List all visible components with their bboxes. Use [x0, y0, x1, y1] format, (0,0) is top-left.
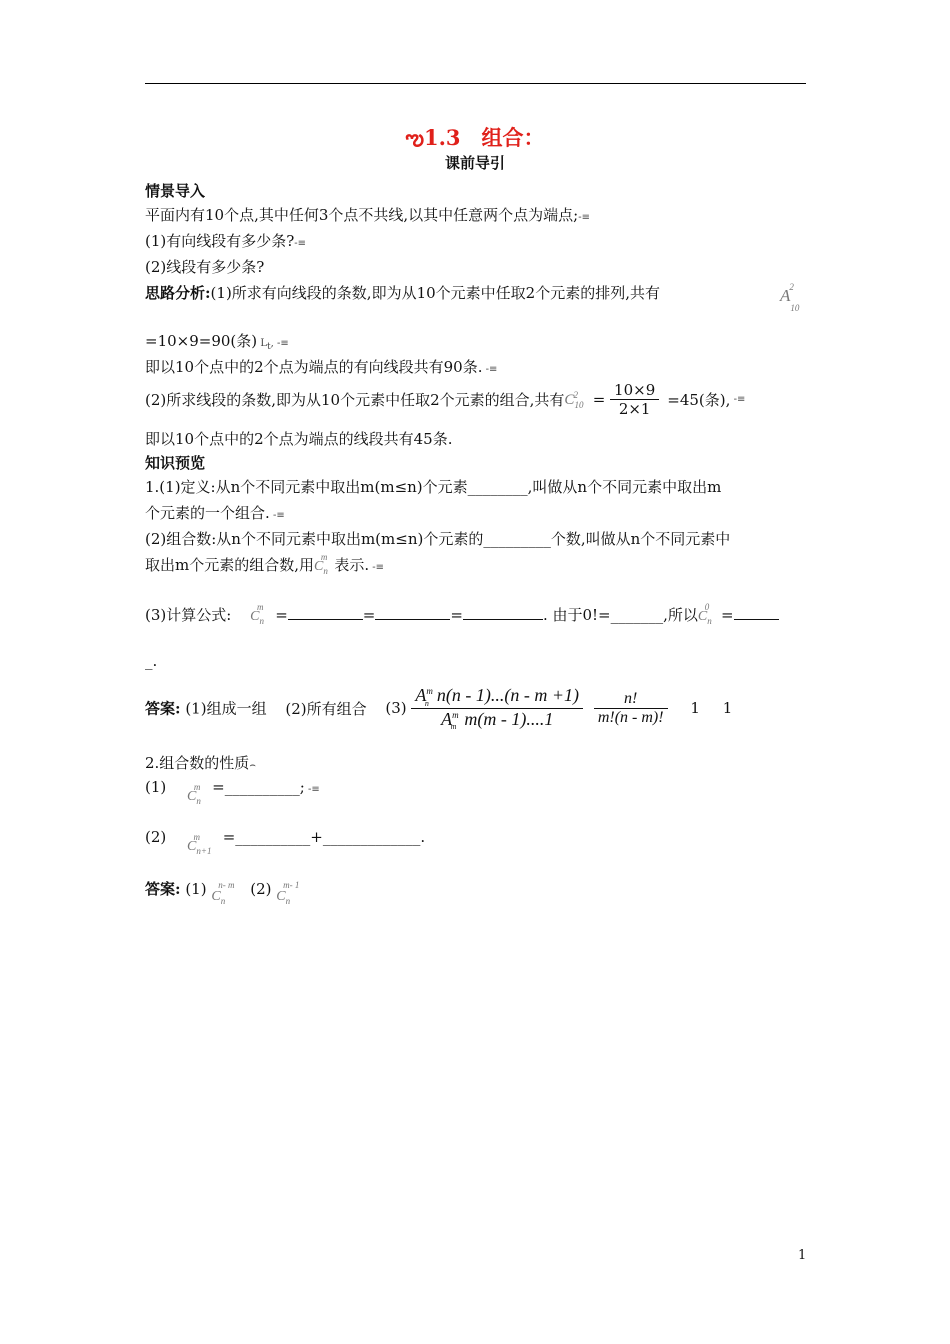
preview-item3-end: _.	[145, 652, 158, 670]
property-1: (1) $C_n^m$ =__________; -≡	[145, 778, 320, 806]
page-subtitle: 课前导引	[444, 154, 505, 172]
a-10-2-symbol: $A_{10}^2$	[780, 282, 800, 314]
analysis-fraction: $\frac{10\times 9}{2\times 1}$	[610, 381, 659, 418]
preview-item1-line1: 1.(1)定义:从n个不同元素中取出m(m≤n)个元素________,叫做从n个不同元素中取出m	[145, 478, 722, 496]
dragon-logo-icon: ఌ	[405, 125, 424, 150]
preview-item1-line2: 个元素的一个组合. -≡	[145, 504, 285, 522]
analysis-p2-conclusion: 即以10个点中的2个点为端点的线段共有45条.	[145, 430, 453, 448]
answer1-fraction1: $\frac{A^m_n n(n - 1)...(n - m +1)}{A^m_m m(m - 1)....1}$	[411, 685, 583, 731]
answer1-fraction2: $\frac{n!}{m!(n - m)!}$	[594, 690, 668, 727]
analysis-p1-conclusion: 即以10个点中的2个点为端点的有向线段共有90条. -≡	[145, 358, 498, 376]
analysis-p1-result: =10×9=90(条) $L_t$, -≡	[145, 332, 289, 352]
page-number: 1	[798, 1248, 807, 1263]
properties-heading: 2.组合数的性质⌢	[145, 754, 256, 772]
analysis-p1: 思路分析:(1)所求有向线段的条数,即为从10个元素中任取2个元素的排列,共有	[145, 284, 660, 302]
analysis-p2: (2)所求线段的条数,即为从10个元素中任取2个元素的组合,共有$C_{10}^2$ = $\frac{10\times 9}{2\times 1}$ =45(条), -≡	[145, 381, 746, 418]
preview-item2-line2: 取出m个元素的组合数,用$C_n^m$ 表示. -≡	[145, 552, 385, 576]
preview-item3: (3)计算公式: $C_n^m$ = = = . 由于0!=_______,所以$C_n^0$ =	[145, 604, 779, 626]
preview-item2-line1: (2)组合数:从n个不同元素中取出m(m≤n)个元素的_________个数,叫做从n个不同元素中	[145, 530, 731, 548]
answer1-row: 答案: (1)组成一组 (2)所有组合 (3) $\frac{A^m_n n(n - 1)...(n - m +1)}{A^m_m m(m - 1)....1}$ $\frac{n!}{m!(n - m)!}$ 1 1	[145, 685, 733, 732]
property-2: (2) $C_{n+1}^m$ =__________+_____________.	[145, 828, 426, 856]
intro-q2: (2)线段有多少条?	[145, 258, 265, 276]
preview-heading: 知识预览	[145, 454, 206, 472]
intro-q1: (1)有向线段有多少条?-≡	[145, 232, 307, 250]
intro-heading: 情景导入	[145, 182, 206, 200]
page-title: ఌ1.3 组合：	[405, 125, 545, 150]
answer2-row: 答案: (1) $C_n^{n- m}$ (2) $C_n^{m- 1}$	[145, 880, 300, 906]
header-rule	[145, 83, 806, 84]
intro-line1: 平面内有10个点,其中任何3个点不共线,以其中任意两个点为端点;-≡	[145, 206, 590, 224]
